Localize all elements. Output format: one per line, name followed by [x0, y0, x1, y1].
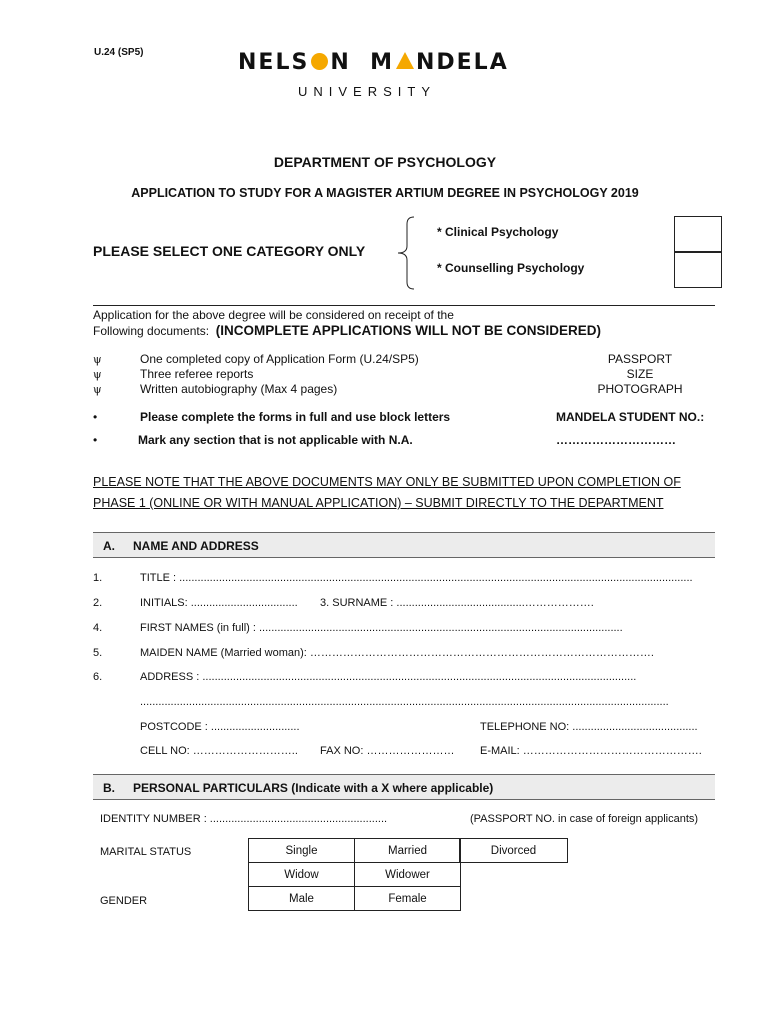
option-widower[interactable]: Widower — [355, 863, 461, 887]
university-logo — [238, 44, 538, 104]
intro-line-2: Following documents: (INCOMPLETE APPLICATIONS WILL NOT BE CONSIDERED) — [93, 323, 601, 338]
category-prompt: PLEASE SELECT ONE CATEGORY ONLY — [93, 243, 366, 259]
field-number: 6. — [93, 671, 103, 683]
student-no-field[interactable]: ………………………… — [556, 433, 676, 447]
bullet-icon: • — [93, 433, 98, 447]
option-married[interactable]: Married — [355, 839, 461, 863]
initials-field[interactable]: INITIALS: ................................... — [140, 597, 298, 609]
document-item: Written autobiography (Max 4 pages) — [140, 382, 338, 396]
option-divorced[interactable]: Divorced — [460, 839, 568, 863]
category-option-clinical: * Clinical Psychology — [437, 225, 559, 239]
cell-field[interactable]: CELL NO: ……………………….. — [140, 745, 298, 757]
notice-line-2: PHASE 1 (ONLINE OR WITH MANUAL APPLICATION) – SUBMIT DIRECTLY TO THE DEPARTMENT — [93, 496, 664, 510]
bullet-icon: • — [93, 410, 98, 424]
email-field[interactable]: E-MAIL: …………………………………………. — [480, 745, 702, 757]
clinical-checkbox[interactable] — [674, 216, 722, 252]
section-letter: A. — [103, 539, 115, 553]
surname-field[interactable]: 3. SURNAME : ..........................................………………. — [320, 597, 594, 609]
option-male[interactable]: Male — [249, 887, 355, 911]
passport-note: (PASSPORT NO. in case of foreign applicants) — [470, 813, 699, 825]
logo-sun-icon — [311, 53, 328, 70]
photo-label-line-3: PHOTOGRAPH — [597, 382, 683, 396]
fax-field[interactable]: FAX NO: …………………… — [320, 745, 455, 757]
brace-icon — [396, 216, 416, 290]
logo-wordmark: NELS N M NDELA — [238, 50, 509, 75]
category-option-counselling: * Counselling Psychology — [437, 261, 585, 275]
form-code: U.24 (SP5) — [94, 47, 144, 58]
title-field[interactable]: TITLE : ........................................................................................................................................................................ — [140, 572, 693, 584]
instruction-na: Mark any section that is not applicable with N.A. — [138, 433, 413, 447]
option-female[interactable]: Female — [355, 887, 461, 911]
photo-label-line-2: SIZE — [626, 367, 654, 381]
postcode-field[interactable]: POSTCODE : ............................. — [140, 721, 300, 733]
address-line-2-field[interactable]: ............................................................................................................................................................................. — [140, 696, 669, 708]
field-number: 4. — [93, 622, 103, 634]
counselling-checkbox[interactable] — [674, 252, 722, 288]
photo-label-line-1: PASSPORT — [607, 352, 673, 366]
logo-triangle-icon — [396, 52, 414, 69]
application-title: APPLICATION TO STUDY FOR A MAGISTER ARTIUM DEGREE IN PSYCHOLOGY 2019 — [131, 186, 639, 200]
psi-bullet-icon: ψ — [93, 353, 102, 366]
document-item: One completed copy of Application Form (U.24/SP5) — [140, 352, 419, 366]
incomplete-warning: (INCOMPLETE APPLICATIONS WILL NOT BE CONSIDERED) — [215, 323, 601, 338]
field-number: 2. — [93, 597, 103, 609]
instruction-block-letters: Please complete the forms in full and use block letters — [140, 410, 451, 424]
notice-line-1: PLEASE NOTE THAT THE ABOVE DOCUMENTS MAY ONLY BE SUBMITTED UPON COMPLETION OF — [93, 475, 681, 489]
divider — [93, 305, 715, 306]
maiden-name-field[interactable]: MAIDEN NAME (Married woman): …………………………………………………………………………………. — [140, 647, 654, 659]
first-names-field[interactable]: FIRST NAMES (in full) : ....................................................................................................................... — [140, 622, 623, 634]
logo-university-text: UNIVERSITY — [298, 84, 437, 99]
identity-number-field[interactable]: IDENTITY NUMBER : .......................................................... — [100, 813, 388, 825]
option-widow[interactable]: Widow — [249, 863, 355, 887]
section-title: PERSONAL PARTICULARS (Indicate with a X where applicable) — [133, 781, 494, 795]
gender-label: GENDER — [100, 895, 148, 907]
student-no-label: MANDELA STUDENT NO.: — [556, 410, 705, 424]
psi-bullet-icon: ψ — [93, 368, 102, 381]
section-b-header — [93, 774, 715, 800]
field-number: 5. — [93, 647, 103, 659]
section-a-header — [93, 532, 715, 558]
option-single[interactable]: Single — [249, 839, 355, 863]
psi-bullet-icon: ψ — [93, 383, 102, 396]
marital-status-label: MARITAL STATUS — [100, 846, 192, 858]
divorced-option-table — [459, 838, 568, 863]
intro-line-1: Application for the above degree will be considered on receipt of the — [93, 308, 454, 322]
marital-options-table — [248, 838, 461, 911]
address-field[interactable]: ADDRESS : .............................................................................................................................................. — [140, 671, 637, 683]
department-title: DEPARTMENT OF PSYCHOLOGY — [273, 154, 497, 170]
telephone-field[interactable]: TELEPHONE NO: ......................................... — [480, 721, 698, 733]
document-item: Three referee reports — [140, 367, 254, 381]
section-letter: B. — [103, 781, 115, 795]
section-title: NAME AND ADDRESS — [133, 539, 259, 553]
field-number: 1. — [93, 572, 103, 584]
